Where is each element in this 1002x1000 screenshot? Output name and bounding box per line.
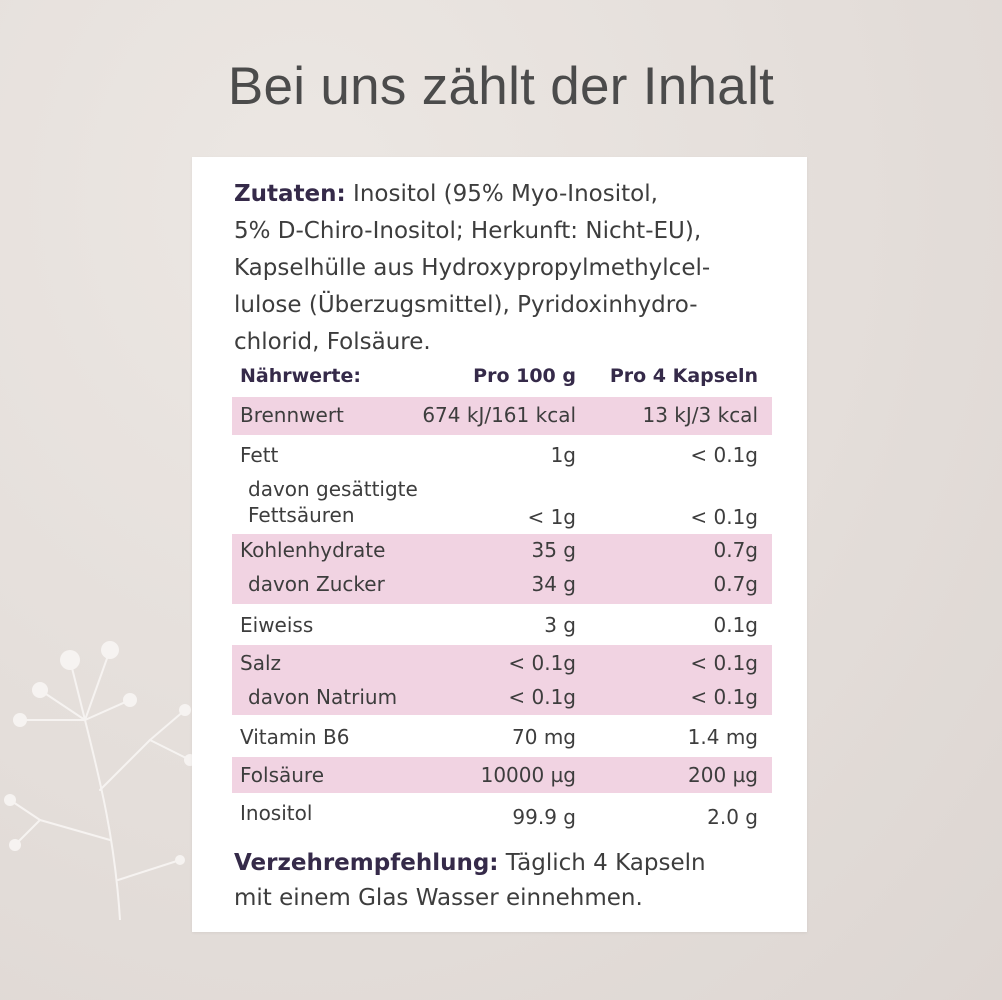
table-row [232, 795, 772, 833]
header-per-4-capsules: Pro 4 Kapseln [609, 365, 758, 387]
nutrient-name: davon gesättigte [248, 477, 418, 501]
table-row [232, 717, 772, 755]
nutrient-name: Vitamin B6 [240, 725, 350, 749]
recommendation-line: mit einem Glas Wasser einnehmen. [234, 885, 643, 911]
value-per-100g: 10000 µg [480, 763, 576, 787]
ingredients-line: Kapselhülle aus Hydroxypropylmethylcel- [234, 255, 711, 281]
nutrition-card [192, 157, 807, 932]
value-per-100g: 99.9 g [512, 805, 576, 829]
header-per-100g: Pro 100 g [473, 365, 576, 387]
header-nutrients: Nährwerte: [240, 365, 361, 387]
value-per-100g: < 0.1g [508, 685, 576, 709]
value-per-100g: 35 g [531, 538, 576, 562]
ingredients-text [234, 176, 794, 361]
value-per-4-capsules: 0.7g [713, 538, 758, 562]
ingredients-line: 5% D-Chiro-Inositol; Herkunft: Nicht-EU), [234, 218, 702, 244]
table-row [232, 437, 772, 475]
recommendation-text [234, 846, 794, 916]
value-per-100g: 34 g [531, 572, 576, 596]
value-per-4-capsules: 1.4 mg [687, 725, 758, 749]
value-per-4-capsules: < 0.1g [690, 505, 758, 529]
nutrient-name: Inositol [240, 801, 313, 825]
page-headline: Bei uns zählt der Inhalt [227, 57, 775, 116]
value-per-4-capsules: 0.1g [713, 613, 758, 637]
nutrient-name: Folsäure [240, 763, 325, 787]
table-row [232, 757, 772, 793]
value-per-4-capsules: < 0.1g [690, 685, 758, 709]
table-row [232, 607, 772, 645]
value-per-100g: 674 kJ/161 kcal [422, 403, 576, 427]
table-row [232, 397, 772, 435]
nutrient-name: Fett [240, 443, 279, 467]
ingredients-label: Zutaten: [234, 181, 346, 207]
nutrient-name: Kohlenhydrate [240, 538, 386, 562]
nutrient-name: Salz [240, 651, 282, 675]
nutrient-name: davon Natrium [248, 685, 398, 709]
table-header-row [232, 365, 772, 395]
value-per-4-capsules: 0.7g [713, 572, 758, 596]
value-per-100g: 1g [550, 443, 576, 467]
nutrient-name: Fettsäuren [248, 503, 355, 527]
table-row [232, 475, 772, 531]
value-per-4-capsules: < 0.1g [690, 443, 758, 467]
ingredients-line: lulose (Überzugsmittel), Pyridoxinhydro- [234, 292, 698, 318]
value-per-4-capsules: 200 µg [688, 763, 758, 787]
ingredients-line: Inositol (95% Myo-Inositol, [345, 181, 658, 207]
table-row [232, 534, 772, 604]
table-row [232, 645, 772, 715]
recommendation-label: Verzehrempfehlung: [234, 850, 499, 876]
value-per-4-capsules: 2.0 g [707, 805, 758, 829]
nutrient-name: Eiweiss [240, 613, 314, 637]
ingredients-line: chlorid, Folsäure. [234, 329, 431, 355]
nutrient-name: Brennwert [240, 403, 344, 427]
value-per-100g: 70 mg [512, 725, 576, 749]
value-per-100g: < 1g [527, 505, 576, 529]
value-per-100g: < 0.1g [508, 651, 576, 675]
value-per-4-capsules: < 0.1g [690, 651, 758, 675]
value-per-100g: 3 g [544, 613, 576, 637]
recommendation-line: Täglich 4 Kapseln [498, 850, 706, 876]
nutrient-name: davon Zucker [248, 572, 385, 596]
value-per-4-capsules: 13 kJ/3 kcal [642, 403, 758, 427]
